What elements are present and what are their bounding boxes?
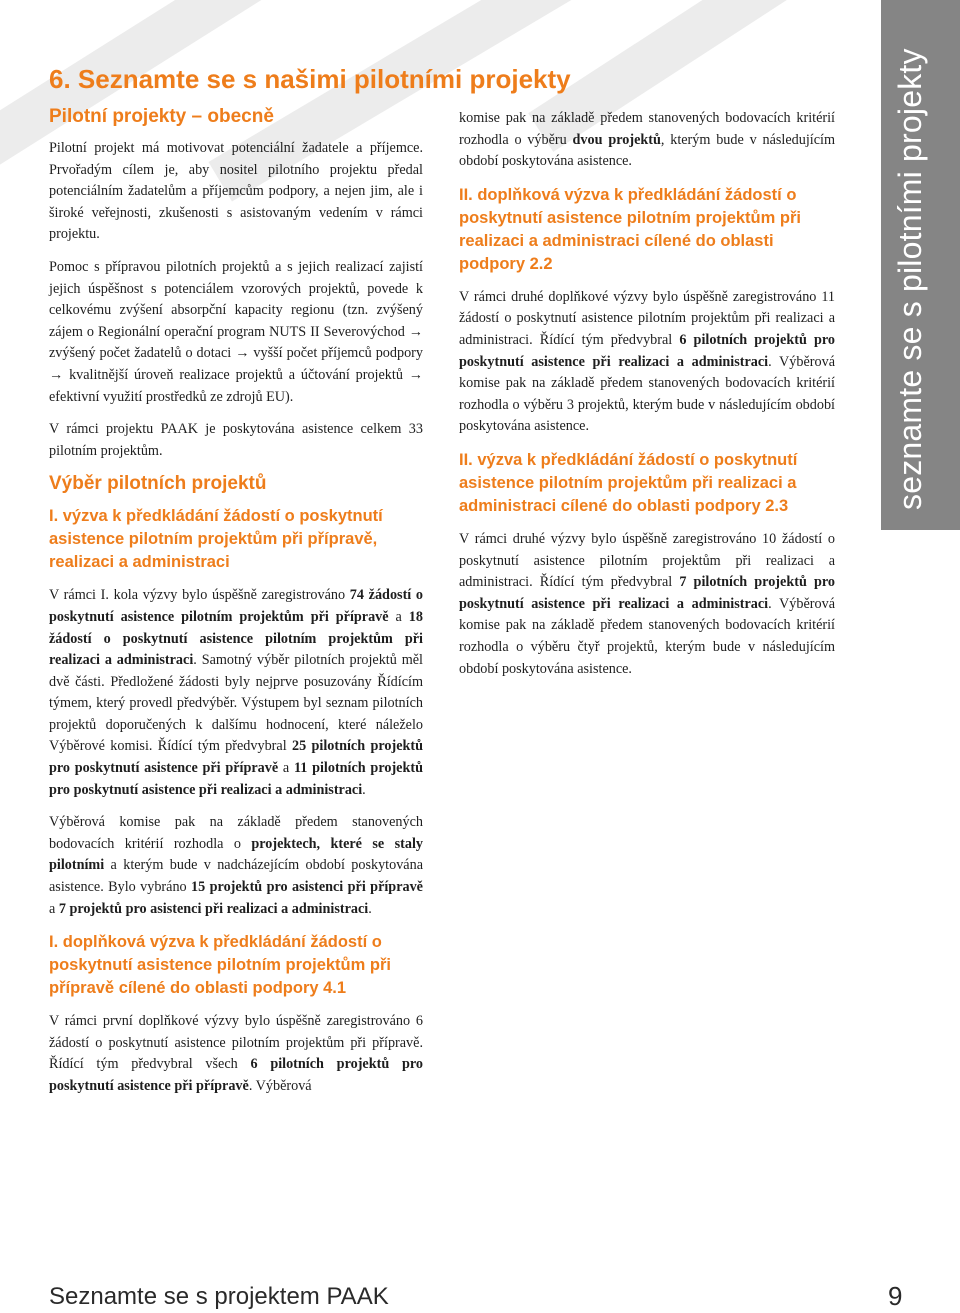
bold-run: 15 projektů pro asistenci při přípravě [191,879,423,896]
subheading-supplementary-2: II. doplňková výzva k předkládání žádostí o poskytnutí asistence pilotním projektům při realizaci a administraci cílené do oblasti podpory 2.2 [459,185,801,273]
bold-run: 11 pilotních projektů pro poskytnutí asistence při realizaci a administraci [49,760,423,798]
text-run: . [368,900,372,917]
paragraph-call-1 [49,585,423,801]
text-run: V rámci první doplňkové výzvy bylo úspěšně zaregistrováno 6 žádostí o poskytnutí asistence pilotním projektům při přípravě. Řídící tým předvybral všech [49,1013,423,1073]
paragraph-supplementary-1 [49,1011,423,1097]
text-run: Výběrová komise pak na základě předem stanovených bodovacích kritérií rozhodla o [49,814,423,852]
text-run: . [362,781,366,798]
bold-run: projektech, které se staly pilotními [49,835,423,874]
bold-run: 25 pilotních projektů pro poskytnutí asistence při přípravě [49,738,423,777]
text-run: a [49,900,59,917]
bold-run: 6 pilotních projektů pro poskytnutí asistence při přípravě [49,1056,423,1094]
bold-run: 6 pilotních projektů pro poskytnutí asistence při realizaci a administraci [459,331,835,370]
page-number: 9 [888,1281,903,1311]
right-column [459,108,835,691]
text-run: komise pak na základě předem stanovených bodovacích kritérií rozhodla o výběru [459,110,835,148]
paragraph-continued [459,108,835,173]
text-run: V rámci druhé doplňkové výzvy bylo úspěšně zaregistrováno 11 žádostí o poskytnutí asistence pilotním projektům při realizaci a administraci. Řídící tým předvybral [459,288,835,348]
text-run: V rámci druhé výzvy bylo úspěšně zaregistrováno 10 žádostí o poskytnutí asistence pilotním projektům při realizaci a administraci. Řídící tým předvybral [459,530,835,591]
text-run: . Výběrová komise pak na základě předem stanovených bodovacích kritérií rozhodla o výběru 3 projektů, kterým bude v následujícím období poskytována asistence. [459,353,835,435]
paragraph-motivation: Pilotní projekt má motivovat potenciální žadatele a příjemce. Prvořadým cílem je, aby nositel pilotního projektu předal potenciálním žadatelům a příjemcům podpory, a nejen jim, ale i široké veřejnosti, zkušenosti s asistovaným vedením v rámci projektu. [49,140,423,243]
paragraph-supplementary-2 [459,287,835,438]
text-run: . Samotný výběr pilotních projektů měl dvě části. Předložené žádosti byly nejprve posuzovány Řídícím týmem, který provedl předvýběr. Výstupem byl seznam pilotních projektů doporučených k dalšímu hodnocení, které náleželo Výběrové komisi. Řídící tým předvybral [49,652,423,755]
text-run: a [388,608,409,625]
left-column [49,64,571,1109]
bold-run: 18 žádostí o poskytnutí asistence pilotním projektům při realizaci a administraci [49,608,423,669]
bold-run: 7 pilotních projektů pro poskytnutí asistence při realizaci a administraci [459,574,835,612]
page-title: 6. Seznamte se s našimi pilotními projekty [49,64,571,94]
text-run: , kterým bude v následujícím období poskytována asistence. [459,131,835,170]
bold-run: 74 žádostí o poskytnutí asistence pilotním projektům při přípravě [49,587,424,625]
subheading-call-1: I. výzva k předkládání žádostí o poskytnutí asistence pilotním projektům při přípravě, realizaci a administraci [49,507,383,572]
paragraph-commission [49,812,423,920]
text-run: a [278,760,294,777]
text-run: . Výběrová komise pak na základě předem stanovených bodovacích kritérií rozhodla o výběru čtyř projektů, kterým bude v následujícím období poskytována asistence. [459,595,835,677]
subheading-call-2: II. výzva k předkládání žádostí o poskytnutí asistence pilotním projektům při realizaci a administraci cílené do oblasti podpory 2.3 [459,450,798,515]
footer-title: Seznamte se s projektem PAAK [49,1283,389,1310]
section-heading-selection: Výběr pilotních projektů [49,473,267,495]
text-run: a kterým bude v nadcházejícím období poskytována asistence. Bylo vybráno [49,857,423,896]
section-heading-general: Pilotní projekty – obecně [49,106,274,127]
paragraph-assistance: Pomoc s přípravou pilotních projektů a s jejich realizací zajistí jejich úspěšnost s potenciálem vzorových projektů, povede k celkovému zvýšení absorpční kapacity regionu (tzn. zvýšený zájem o Regionální operační program NUTS II Severovýchod → zvýšený počet žadatelů o dotaci → vyšší počet příjemců podpory → kvalitnější úroveň realizace projektů a účtování projektů → efektivní využití prostředků ze zdrojů EU). [49,258,423,405]
bold-run: 7 projektů pro asistenci při realizaci a administraci [58,900,369,917]
side-tab-text: seznamte se s pilotními projekty [892,48,928,510]
text-run: . Výběrová [248,1078,312,1094]
text-run: V rámci I. kola výzvy bylo úspěšně zaregistrováno [49,587,350,604]
subheading-supplementary-1: I. doplňková výzva k předkládání žádostí o poskytnutí asistence pilotním projektům při přípravě cílené do oblasti podpory 4.1 [49,933,391,998]
paragraph-count: V rámci projektu PAAK je poskytována asistence celkem 33 pilotním projektům. [49,421,423,459]
bold-run: dvou projektů [572,131,661,148]
paragraph-call-2 [459,529,835,680]
